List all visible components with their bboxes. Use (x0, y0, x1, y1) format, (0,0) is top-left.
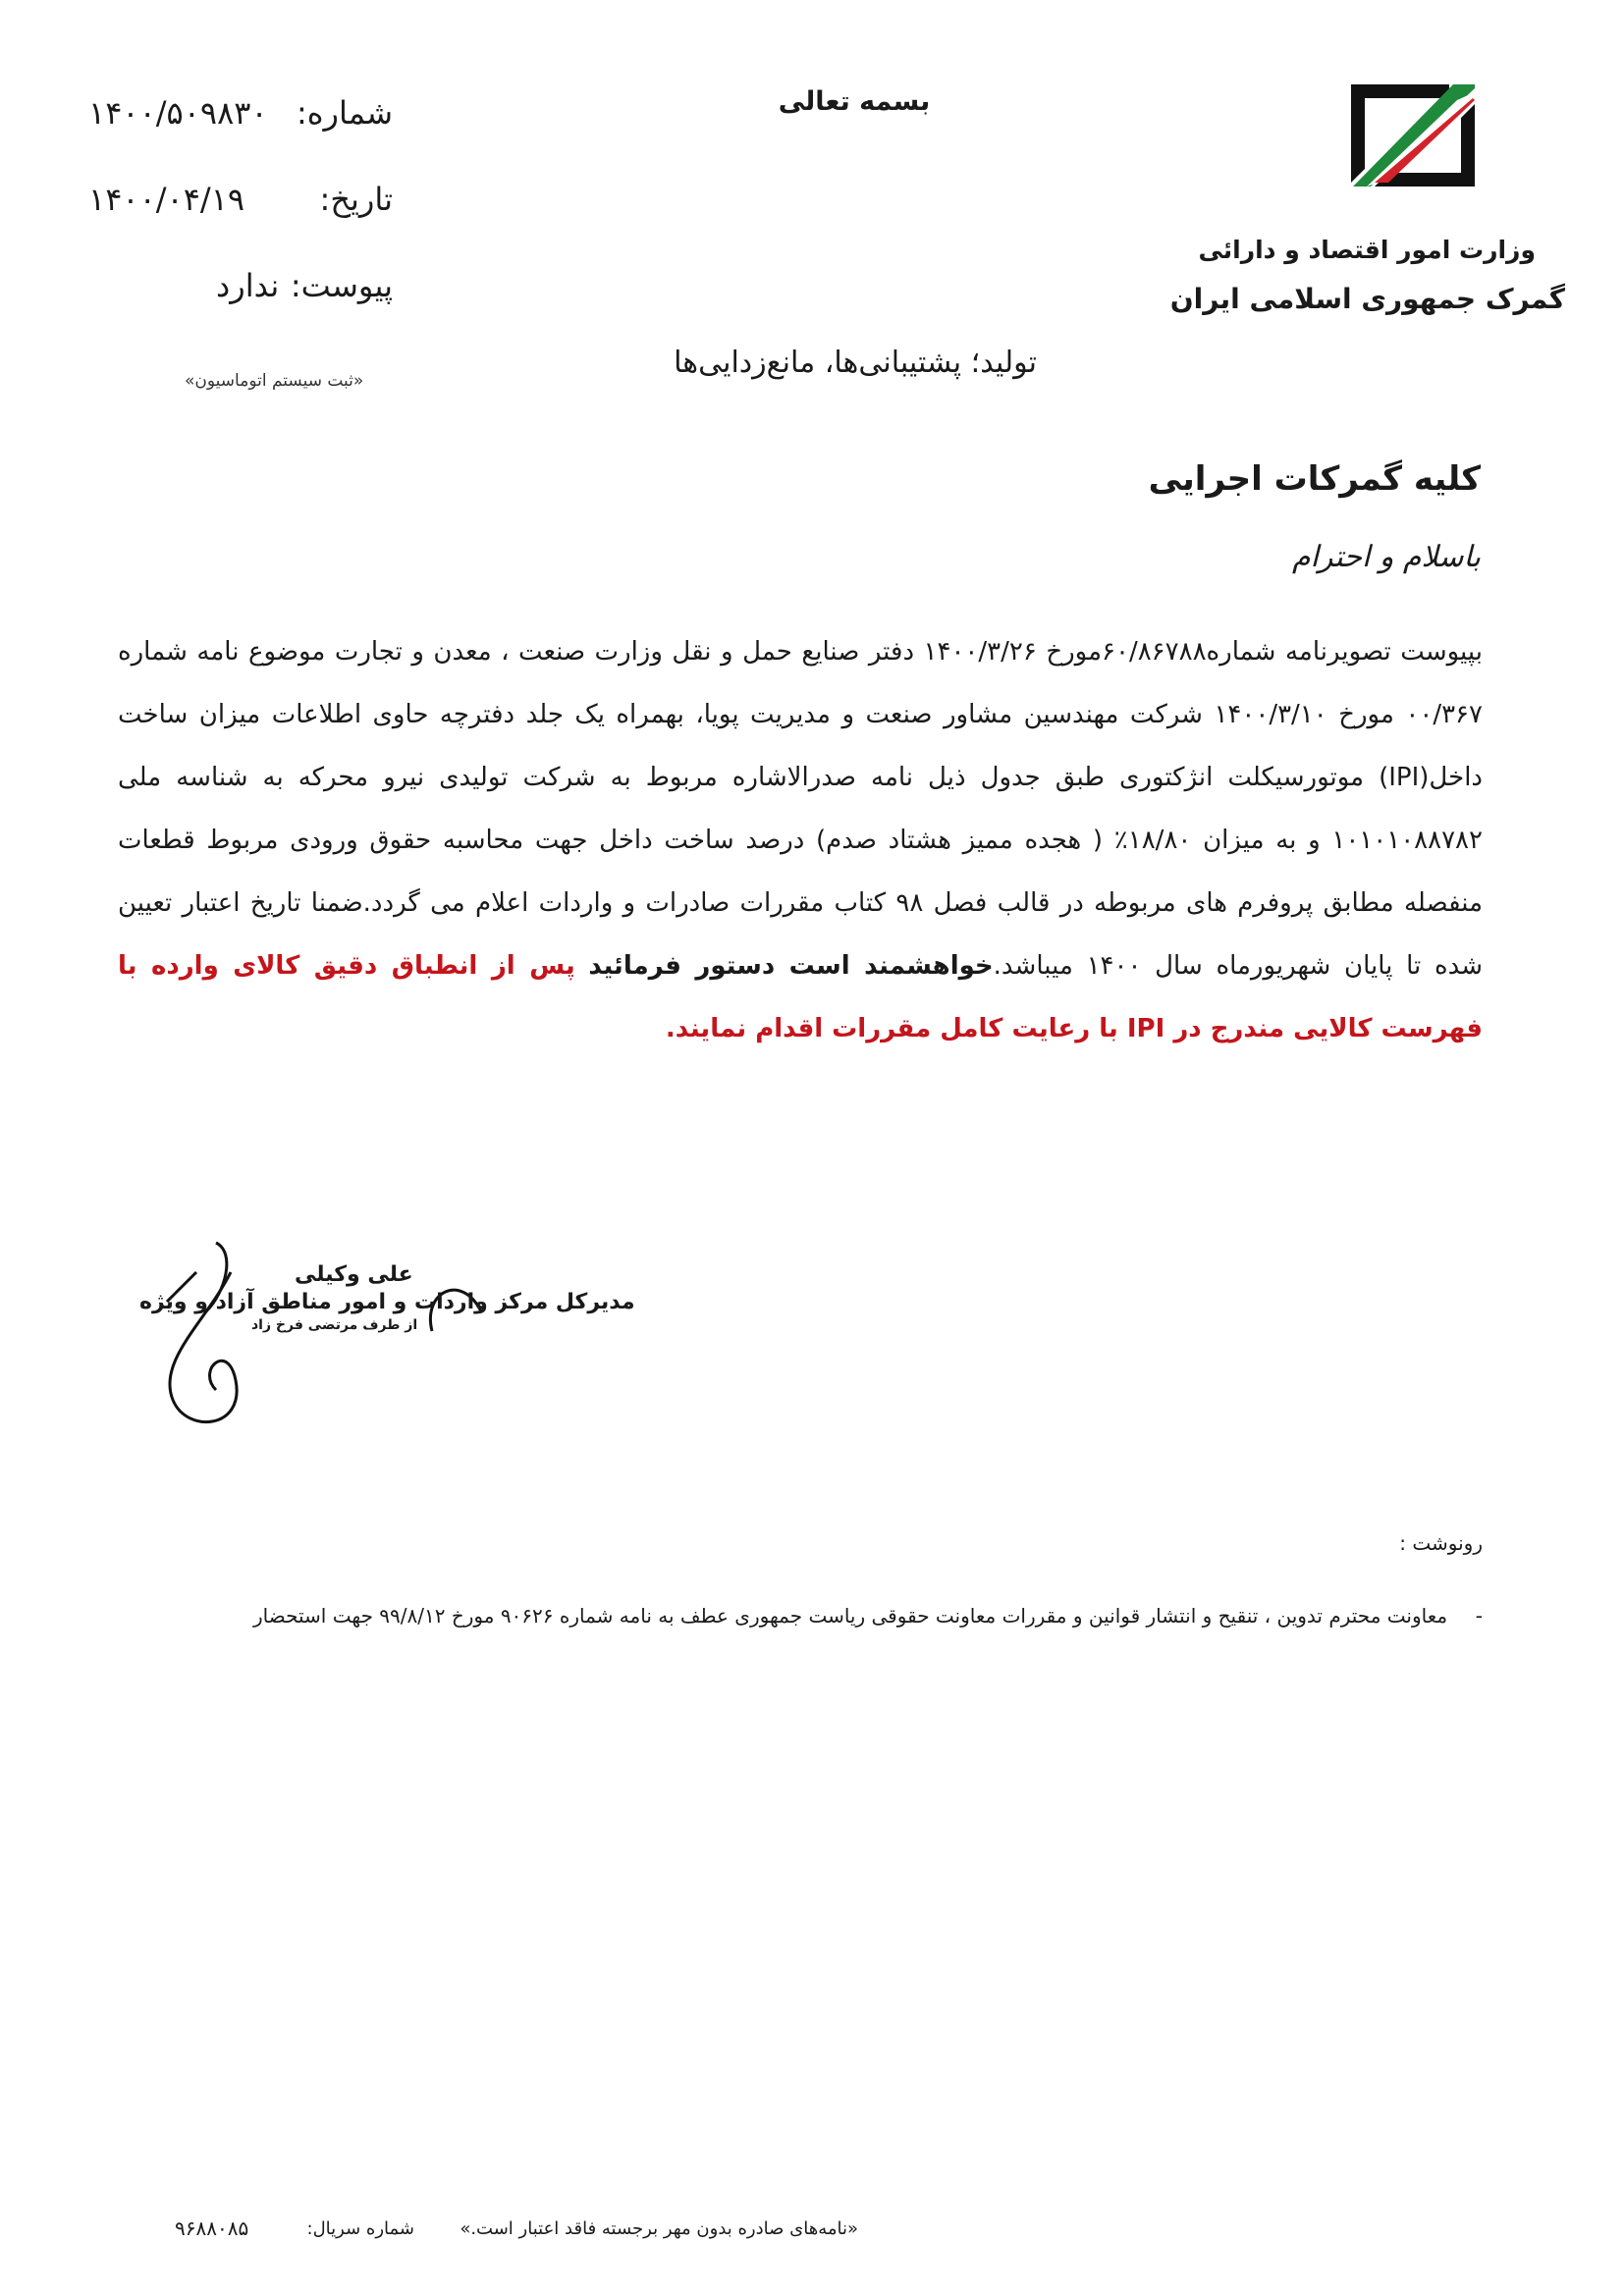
org-line-ministry: وزارت امور اقتصاد و دارائی (1198, 236, 1536, 264)
body-paragraph: بپیوست تصویرنامه شماره۶۰/۸۶۷۸۸مورخ ۱۴۰۰/۳/۲۶ دفتر صنایع حمل و نقل وزارت صنعت ، معدن و تجارت موضوع نامه شماره ۰۰/۳۶۷ مورخ ۱۴۰۰/۳/۱۰ شرکت مهندسین مشاور صنعت و مدیریت پویا، بهمراه یک جلد دفترچه حاوی اطلاعات میزان ساخت داخل(IPI) موتورسیکلت انژکتوری طبق جدول ذیل نامه صدرالاشاره مربوط به شرکت تولیدی نیرو محرکه به شناسه ملی ۱۰۱۰۱۰۸۸۷۸۲ و به میزان ۱۸/۸۰٪ ( هجده ممیز هشتاد صدم) درصد ساخت داخل جهت محاسبه حقوق ورودی مربوط قطعات منفصله مطابق پروفرم های مربوطه در قالب فصل ۹۸ کتاب مقررات صادرات و واردات اعلام می گردد.ضمنا تاریخ اعتبار تعیین شده تا پایان شهریورماه سال ۱۴۰۰ میباشد. (118, 637, 1483, 981)
attachment-label: پیوست: (290, 267, 393, 304)
attachment-value: ندارد (216, 267, 280, 304)
signatory-on-behalf: از طرف مرتضی فرخ زاد (251, 1317, 418, 1333)
cc-bullet: - (1475, 1604, 1483, 1628)
number-value: ۱۴۰۰/۵۰۹۸۳۰ (88, 94, 268, 132)
letter-addressee: کلیه گمرکات اجرایی (1148, 459, 1481, 499)
number-label: شماره: (296, 94, 393, 132)
cc-recipient: معاونت محترم تدوین ، تنقیح و انتشار قوانین و مقررات معاونت حقوقی ریاست جمهوری عطف به نامه شماره ۹۰۶۲۶ مورخ ۹۹/۸/۱۲ جهت استحضار (253, 1604, 1448, 1628)
validity-note: «نامه‌های صادره بدون مهر برجسته فاقد اعتبار است.» (460, 2218, 858, 2239)
cc-label: رونوشت : (1399, 1531, 1483, 1555)
letter-subject: تولید؛ پشتیبانی‌ها، مانع‌زدایی‌ها (674, 346, 1037, 380)
date-label: تاریخ: (319, 181, 393, 218)
bismillah-heading: بسمه تعالی (778, 86, 931, 117)
signatory-title: مدیرکل مرکز واردات و امور مناطق آزاد و ویژه (139, 1290, 635, 1314)
body-bold-request: خواهشمند است دستور فرمائید (588, 951, 994, 981)
letter-attachment-row (88, 267, 393, 310)
letter-number-row (88, 94, 393, 137)
customs-emblem-icon (1327, 71, 1485, 188)
letter-date-row (88, 181, 393, 224)
automation-note: «ثبت سیستم اتوماسیون» (185, 371, 364, 391)
body-red-request: پس از انطباق دقیق کالای وارده با فهرست کالایی مندرج در IPI با رعایت کامل مقررات اقدام نمایند. (118, 951, 1483, 1043)
signatory-name: علی وکیلی (295, 1262, 413, 1287)
org-line-customs: گمرک جمهوری اسلامی ایران (1169, 283, 1565, 315)
letter-body (118, 620, 1483, 1060)
serial-value: ۹۶۸۸۰۸۵ (175, 2216, 249, 2240)
letter-greeting: باسلام و احترام (1291, 540, 1481, 574)
date-value: ۱۴۰۰/۰۴/۱۹ (88, 181, 245, 218)
serial-label: شماره سریال: (306, 2218, 414, 2239)
